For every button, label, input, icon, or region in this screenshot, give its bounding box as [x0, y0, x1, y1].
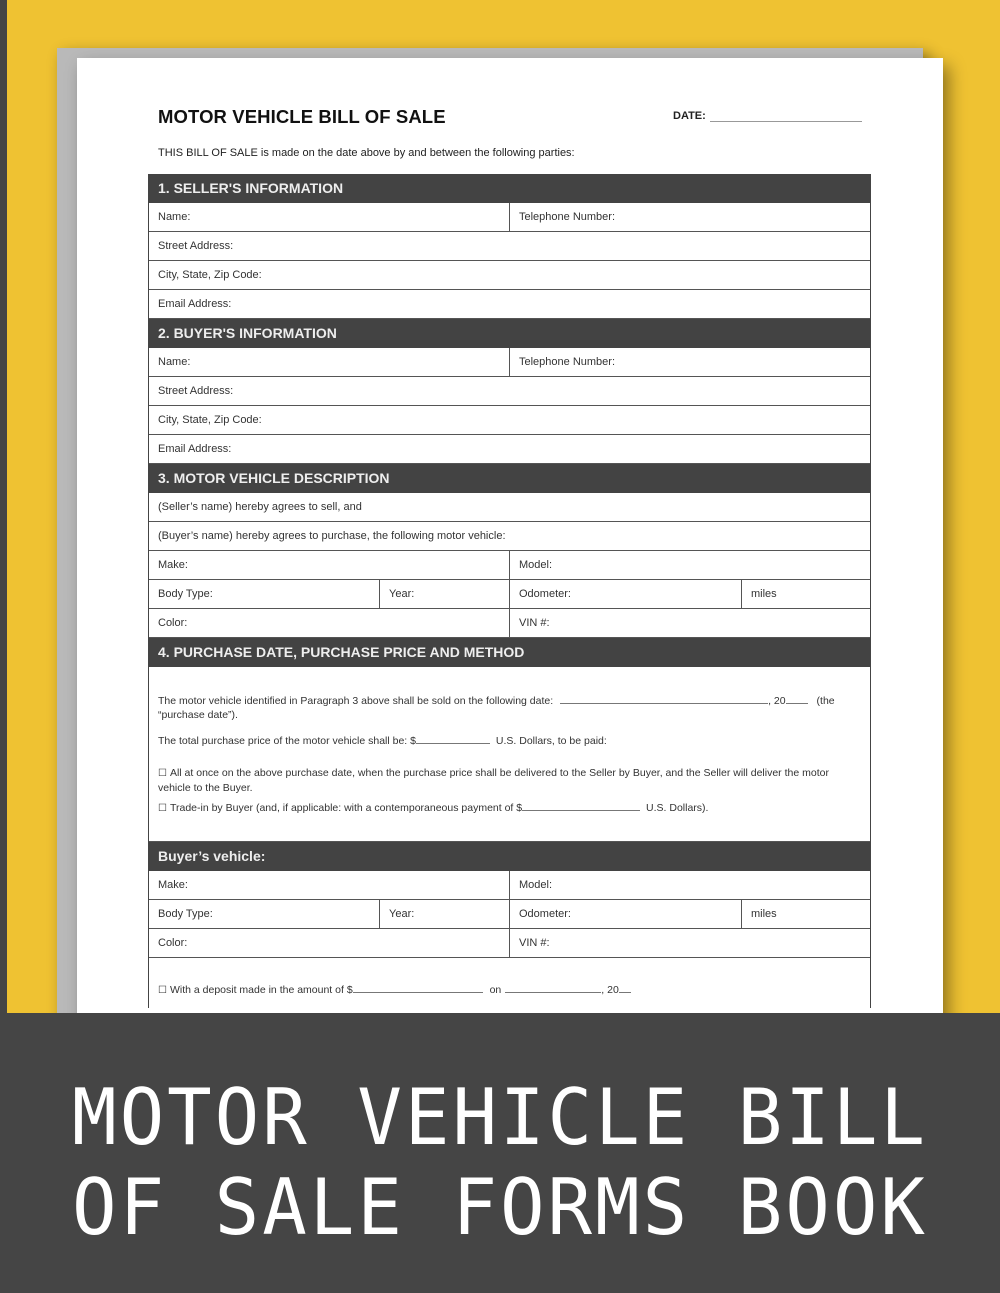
table-row: [149, 580, 870, 609]
purchase-date-blank: [560, 693, 768, 704]
title-banner: [0, 1013, 1000, 1293]
option-all-at-once: ☐ All at once on the above purchase date, when the purchase price shall be delivered to the Seller by Buyer, and the Seller will deliver the motor vehicle to the Buyer.: [158, 767, 829, 794]
deposit-line: ☐ With a deposit made in the amount of $ on , 20: [149, 958, 870, 1008]
vehicle-year-field: Year:: [380, 580, 510, 608]
seller-name-field: Name:: [149, 203, 510, 231]
section-header-purchase: 4. PURCHASE DATE, PURCHASE PRICE AND METHOD: [149, 638, 870, 667]
seller-telephone-field: Telephone Number:: [519, 211, 616, 223]
buyers-vehicle-model-field: Model:: [519, 879, 553, 891]
table-row: [149, 493, 870, 522]
checkbox-icon[interactable]: ☐: [158, 768, 167, 779]
date-field: [673, 110, 862, 122]
buyers-vehicle-miles-unit: miles: [751, 908, 777, 920]
purchase-year-blank: [786, 693, 808, 704]
intro-text: THIS BILL OF SALE is made on the date above by and between the following parties:: [158, 147, 575, 159]
form-table: [148, 174, 871, 1008]
buyer-telephone-field: Telephone Number:: [519, 356, 616, 368]
banner-title-line-2: OF SALE FORMS BOOK: [72, 1162, 928, 1254]
section-header-seller: 1. SELLER'S INFORMATION: [149, 174, 870, 203]
table-row: [149, 232, 870, 261]
checkbox-icon[interactable]: ☐: [158, 985, 167, 996]
vehicle-model-field: Model:: [519, 559, 553, 571]
table-row: [149, 377, 870, 406]
buyers-vehicle-vin-field: VIN #:: [519, 937, 550, 949]
table-row: [149, 871, 870, 900]
buyers-vehicle-color-field: Color:: [149, 929, 510, 957]
vehicle-vin-field: VIN #:: [519, 617, 550, 629]
banner-title-line-1: MOTOR VEHICLE BILL: [72, 1072, 928, 1164]
table-row: [149, 406, 870, 435]
buyers-vehicle-odometer-field: Odometer:: [510, 900, 742, 928]
purchase-date-line: The motor vehicle identified in Paragraph 3 above shall be sold on the following date: , 20 (the: [158, 695, 835, 707]
vehicle-odometer-field: Odometer:: [510, 580, 742, 608]
table-row: [149, 435, 870, 464]
buyer-name-field: Name:: [149, 348, 510, 376]
buyer-agreement-line: (Buyer’s name) hereby agrees to purchase, the following motor vehicle:: [158, 530, 506, 542]
document-title: MOTOR VEHICLE BILL OF SALE: [158, 106, 446, 127]
vehicle-miles-unit: miles: [751, 588, 777, 600]
vehicle-body-type-field: Body Type:: [149, 580, 380, 608]
section-header-buyers-vehicle: Buyer’s vehicle:: [149, 842, 870, 871]
seller-street-field: Street Address:: [158, 240, 234, 252]
buyer-street-field: Street Address:: [158, 385, 234, 397]
checkbox-icon[interactable]: ☐: [158, 803, 167, 814]
seller-city-field: City, State, Zip Code:: [158, 269, 262, 281]
table-row: [149, 261, 870, 290]
section-header-buyer: 2. BUYER'S INFORMATION: [149, 319, 870, 348]
left-edge-strip: [0, 0, 7, 1020]
table-row: [149, 522, 870, 551]
buyers-vehicle-body-type-field: Body Type:: [149, 900, 380, 928]
purchase-terms-block: [149, 667, 870, 842]
buyers-vehicle-make-field: Make:: [149, 871, 510, 899]
section-header-vehicle: 3. MOTOR VEHICLE DESCRIPTION: [149, 464, 870, 493]
table-row: [149, 900, 870, 929]
table-row: [149, 348, 870, 377]
buyer-city-field: City, State, Zip Code:: [158, 414, 262, 426]
table-row: [149, 929, 870, 958]
table-row: [149, 290, 870, 319]
seller-email-field: Email Address:: [158, 298, 232, 310]
vehicle-make-field: Make:: [149, 551, 510, 579]
seller-agreement-line: (Seller’s name) hereby agrees to sell, and: [158, 501, 362, 513]
date-blank: [710, 110, 862, 122]
buyer-email-field: Email Address:: [158, 443, 232, 455]
purchase-price-blank: [416, 733, 490, 744]
table-row: [149, 203, 870, 232]
trade-in-payment-blank: [522, 800, 640, 811]
vehicle-color-field: Color:: [149, 609, 510, 637]
buyers-vehicle-year-field: Year:: [380, 900, 510, 928]
purchase-price-line: The total purchase price of the motor vehicle shall be: $ U.S. Dollars, to be paid:: [158, 735, 607, 747]
purchase-date-note: “purchase date”).: [158, 709, 238, 721]
table-row: [149, 551, 870, 580]
deposit-amount-blank: [353, 982, 483, 993]
option-trade-in: ☐ Trade-in by Buyer (and, if applicable: with a contemporaneous payment of $ U.S. Dollars).: [158, 802, 709, 814]
date-label: DATE:: [673, 110, 706, 122]
deposit-date-blank: [505, 982, 601, 993]
deposit-year-blank: [619, 982, 631, 993]
form-sheet: [77, 58, 943, 1028]
table-row: [149, 609, 870, 638]
